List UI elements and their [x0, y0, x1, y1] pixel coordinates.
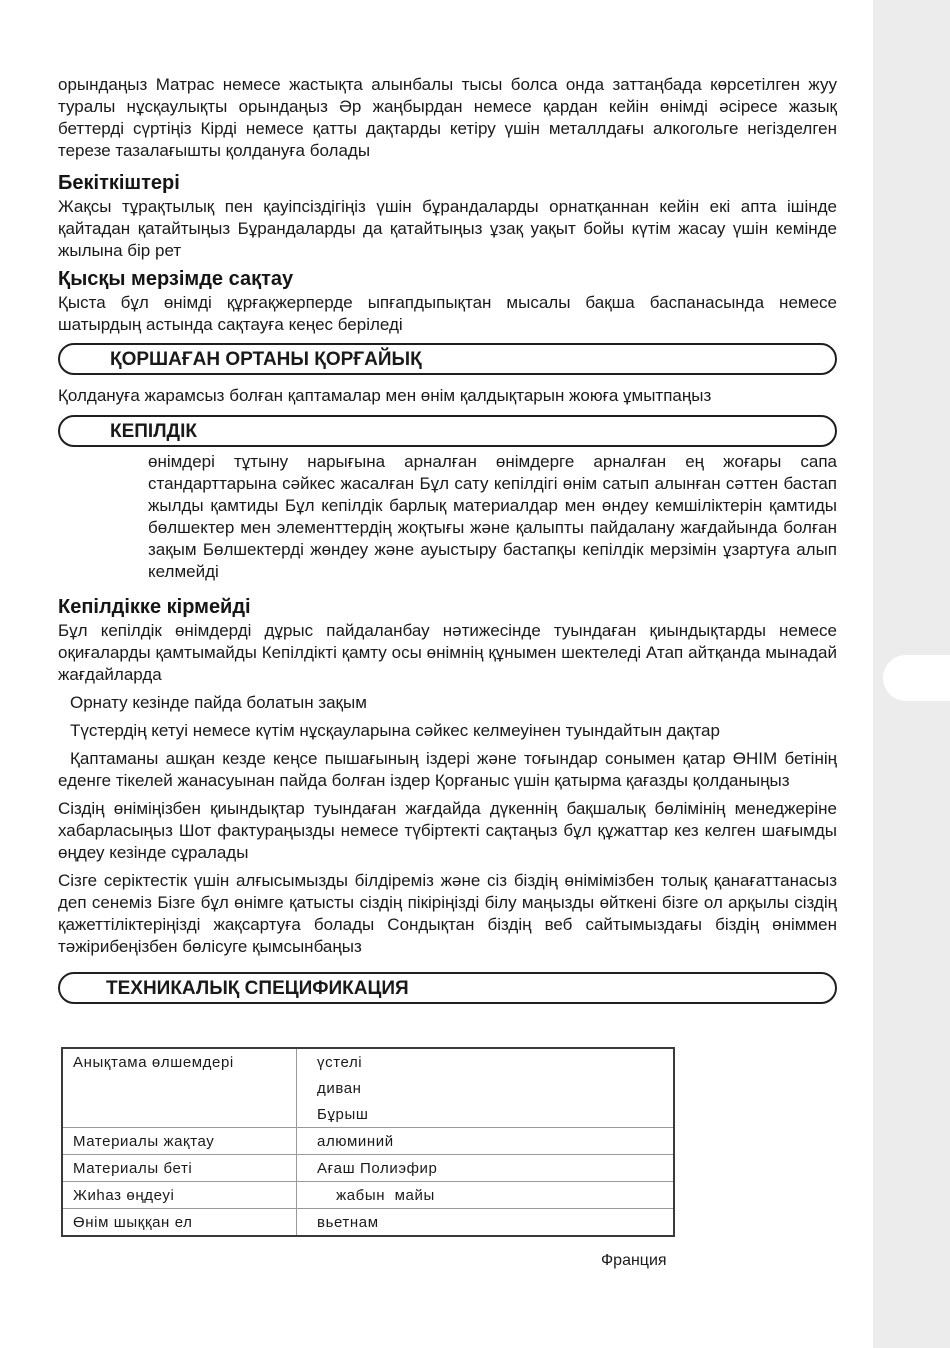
environment-text: Қолдануға жарамсыз болған қаптамалар мен өнім қалдықтарын жоюға ұмытпаңыз	[58, 386, 712, 405]
exclusions-heading: Кепілдікке кірмейді	[58, 596, 251, 618]
spec-label: Материалы беті	[62, 1155, 297, 1182]
fasteners-heading: Бекіткіштері	[58, 172, 180, 194]
spec-value: Ағаш Полиэфир	[297, 1155, 675, 1182]
spec-label: Материалы жақтау	[62, 1128, 297, 1155]
spec-label: Өнім шыққан ел	[62, 1209, 297, 1237]
fasteners-text: Жақсы тұрақтылық пен қауіпсіздігіңіз үшін бұрандаларды орнатқаннан кейін екі апта ішінде қайтадан қатайтыңыз Бұрандаларды да қатайтыңыз ұзақ уақыт бойы күтім жасау үшін кемінде жылына бір рет	[58, 197, 837, 260]
warranty-banner	[58, 415, 837, 447]
care-paragraph: орындаңыз Матрас немесе жастықта алынбалы тысы болса онда заттаңбада көрсетілген жуу туралы нұсқаулықты орындаңыз Әр жаңбырдан немесе қардан кейін өнімді әсіресе жазық беттерді сүртіңіз Кірді немесе қатты дақтарды кетіру үшін металлдағы алкогольге негізделген терезе тазалағышты қолдануға болады	[58, 75, 837, 160]
warranty-text	[58, 451, 837, 583]
environment-banner-title: ҚОРШАҒАН ОРТАНЫ ҚОРҒАЙЫҚ	[110, 349, 422, 370]
spec-value: алюминий	[297, 1128, 675, 1155]
spec-value-line: диван	[317, 1080, 362, 1097]
table-row	[62, 1048, 674, 1128]
spec-value: жабын майы	[297, 1182, 675, 1209]
spec-value-line: Бұрыш	[317, 1106, 369, 1123]
contact-text: Сіздің өніміңізбен қиындықтар туындаған жағдайда дүкеннің бақшалық бөлімінің менеджеріне хабарласыңыз Шот фактураңызды немесе түбіртекті сақтаңыз бұл құжаттар кез келген шағымды өңдеу кезінде сұралады	[58, 799, 837, 862]
spec-value-line: үстелі	[317, 1054, 363, 1071]
specs-banner-title: ТЕХНИКАЛЫҚ СПЕЦИФИКАЦИЯ	[106, 978, 409, 999]
country-note: Франция	[601, 1252, 667, 1269]
thanks-text: Сізге серіктестік үшін алғысымызды білдіреміз және сіз біздің өнімімізбен толық қанағаттанасыз деп сенеміз Бізге бұл өнімге қатысты сіздің пікіріңізді білу маңызды өйткені бізге ол арқылы сіздің қажеттіліктеріңізді жақсартуға болады Сондықтан біздің веб сайтымыздағы біздің өніммен тәжірибеңізбен бөлісуге қымсынбаңыз	[58, 871, 837, 956]
spec-label: Жиһаз өңдеуі	[62, 1182, 297, 1209]
table-row	[62, 1155, 674, 1182]
table-row	[62, 1128, 674, 1155]
warranty-banner-title: КЕПІЛДІК	[110, 421, 197, 442]
storage-heading: Қысқы мерзімде сақтау	[58, 268, 294, 290]
spec-value	[297, 1048, 675, 1128]
exclusion-item: Түстердің кетуі немесе күтім нұсқауларына сәйкес келмеуінен туындайтын дақтар	[70, 721, 720, 740]
warranty-text-content: өнімдері тұтыну нарығына арналған өнімдерге арналған ең жоғары сапа стандарттарына сәйкес жасалған Бұл сату кепілдігі өнім сатып алынған сәттен бастап жылды қамтиды Бұл кепілдік барлық материалдар мен өндеу кемшіліктерін қамтиды бөлшектер мен элементтердің жоқтығы және қалыпты пайдалану жағдайында болған зақым Бөлшектерді жөндеу және ауыстыру бастапқы кепілдік мерзімін ұзартуға алып келмейді	[148, 452, 837, 581]
specs-table	[61, 1047, 675, 1237]
table-row	[62, 1209, 674, 1237]
spec-label: Анықтама өлшемдері	[62, 1048, 297, 1128]
exclusion-item: Орнату кезінде пайда болатын зақым	[70, 693, 367, 712]
page-tab-marker	[883, 655, 950, 701]
environment-banner	[58, 343, 837, 375]
storage-text: Қыста бұл өнімді құрғақжерперде ыпғапдыпықтан мысалы бақша баспанасында немесе шатырдың астында сақтауға кеңес беріледі	[58, 293, 837, 334]
specs-banner	[58, 972, 837, 1004]
exclusions-intro: Бұл кепілдік өнімдерді дұрыс пайдаланбау нәтижесінде туындаған қиындықтарды немесе оқиғаларды қамтымайды Кепілдікті қамту осы өнімнің құнымен шектеледі Атап айтқанда мынадай жағдайларда	[58, 621, 837, 684]
table-row	[62, 1182, 674, 1209]
document-body	[58, 74, 837, 1004]
spec-value: вьетнам	[297, 1209, 675, 1237]
exclusion-item: Қаптаманы ашқан кезде кеңсе пышағының іздері және тоғындар сонымен қатар ӨНІМ бетінің еденге тікелей жанасуынан пайда болған іздер Қорғаныс үшін қатырма қағазды қолданыңыз	[58, 749, 837, 790]
